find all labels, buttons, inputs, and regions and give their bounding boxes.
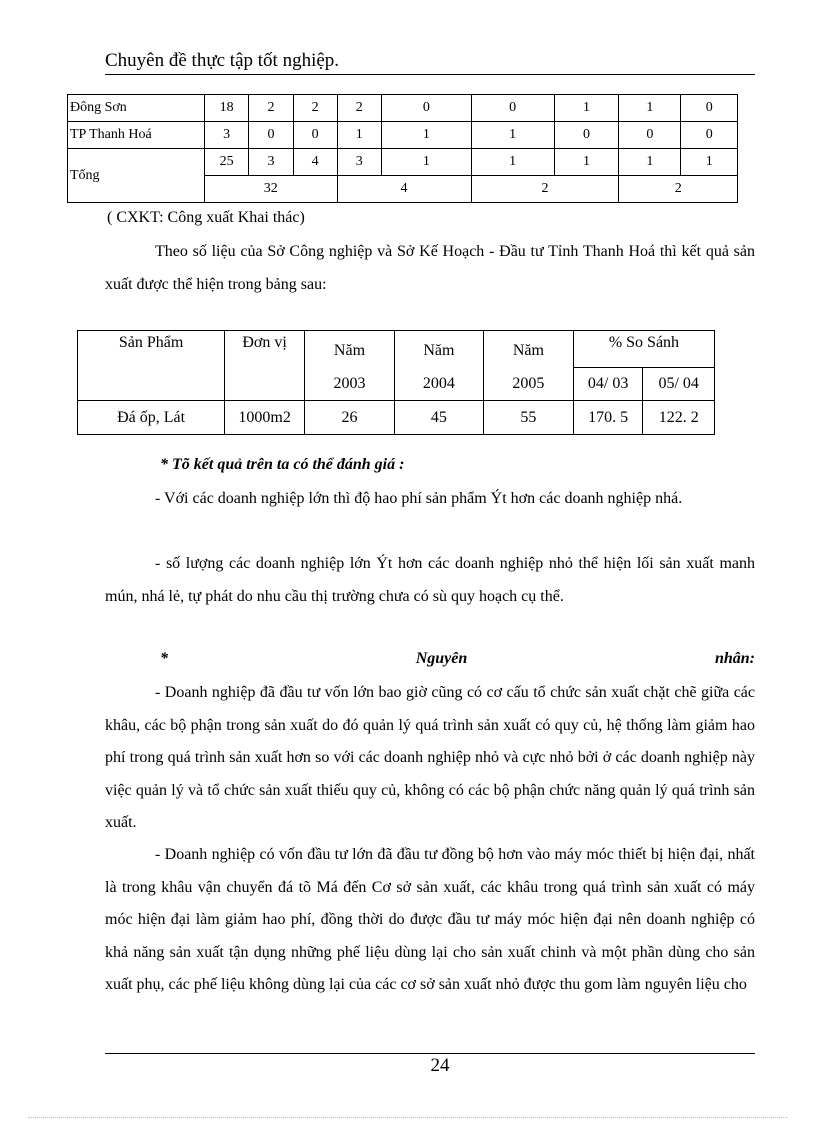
cell: 0 [554, 122, 619, 149]
cell: 122. 2 [643, 401, 715, 435]
header-year-2003 [304, 331, 394, 401]
cell: 1 [554, 95, 619, 122]
cell: 1 [619, 149, 681, 176]
mine-stats-table [67, 94, 738, 203]
cause-word-1: Nguyên [415, 650, 468, 667]
header-compare: % So Sánh [573, 331, 714, 368]
cell: 0 [382, 95, 471, 122]
cell: 0 [681, 95, 738, 122]
evaluation-item-2: - số lượng các doanh nghiệp lớn Ýt hơn các doanh nghiệp nhỏ thể hiện lối sản xuất manh mún, nhá lẻ, tự phát do nhu cầu thị trường chưa có sù quy hoạch cụ thể. [105, 555, 755, 605]
cell: 1 [554, 149, 619, 176]
intro-paragraph: Theo số liệu của Sở Công nghiệp và Sở Kế Hoạch - Đầu tư Tỉnh Thanh Hoá thì kết quả sản xuất được thể hiện trong bảng sau: [105, 243, 755, 293]
page-edge [28, 1117, 788, 1118]
evaluation-heading: * Tõ kết quả trên ta có thể đánh giá : [160, 456, 405, 473]
product-name: Đá ốp, Lát [78, 401, 225, 435]
cell: 4 [293, 149, 337, 176]
cell: 2 [337, 95, 382, 122]
header-unit: Đơn vị [225, 331, 305, 401]
group-total: 2 [471, 176, 619, 203]
year-value: 2005 [512, 375, 545, 392]
cell: 0 [471, 95, 554, 122]
cell: 55 [483, 401, 573, 435]
cause-item-2: - Doanh nghiệp có vốn đầu tư lớn đã đầu tư đồng bộ hơn vào máy móc thiết bị hiện đại, nhất là trong khâu vận chuyển đá tõ Má đến Cơ sở sản xuất, các khâu trong quá trình sản xuất có máy móc hiện đại làm giảm hao phí, đồng thời do được đầu tư máy móc hiện đại nên doanh nghiệp có khả năng sản xuất tận dụng những phế liệu dùng lại cho sản xuất chinh và một phần dùng cho sản xuất phụ, các phế liệu không dùng lại của các cơ sở sản xuất nhỏ được thu gom làm nguyên liệu cho [105, 846, 755, 993]
total-label: Tổng [68, 149, 205, 203]
cell: 170. 5 [573, 401, 643, 435]
cell: 1 [337, 122, 382, 149]
year-label: Năm [423, 342, 455, 359]
region-name: TP Thanh Hoá [68, 122, 205, 149]
table-row [78, 401, 715, 435]
cell: 0 [619, 122, 681, 149]
cell: 25 [204, 149, 248, 176]
cell: 1 [471, 122, 554, 149]
table-row [68, 122, 738, 149]
cause-heading [160, 650, 755, 668]
cause-item-1: - Doanh nghiệp đã đầu tư vốn lớn bao giờ cũng có cơ cấu tổ chức sản xuất chặt chẽ giữa các khâu, các bộ phận trong sản xuất do đó quản lý quá trình sản xuất có quy củ, hệ thống làm giảm hao phí trong quá trình sản xuất hơn so với các doanh nghiệp nhỏ và cực nhỏ bởi ở các doanh nghiệp này việc quản lý và tổ chức sản xuất thiếu quy củ, không có các bộ phận chức năng quản lý quá trình sản xuất. [105, 684, 755, 831]
region-name: Đông Sơn [68, 95, 205, 122]
year-value: 2004 [422, 375, 455, 392]
cell: 0 [681, 122, 738, 149]
year-label: Năm [333, 342, 366, 359]
table-row-total [68, 149, 738, 176]
page-number: 24 [430, 1055, 450, 1076]
production-table [77, 330, 715, 435]
cell: 1 [471, 149, 554, 176]
year-label: Năm [512, 342, 544, 359]
table-note: ( CXKT: Công xuất Khai thác) [107, 209, 305, 226]
cell: 0 [293, 122, 337, 149]
header-year-2005 [483, 331, 573, 401]
cell: 1 [382, 149, 471, 176]
footer-divider [105, 1053, 755, 1054]
cell: 3 [249, 149, 294, 176]
group-total: 32 [204, 176, 337, 203]
cause-word-2: nhân: [714, 650, 755, 667]
compare-col: 05/ 04 [643, 367, 715, 400]
product-unit: 1000m2 [225, 401, 305, 435]
group-total: 4 [337, 176, 471, 203]
cell: 45 [394, 401, 483, 435]
cell: 0 [249, 122, 294, 149]
header-product: Sản Phẩm [78, 331, 225, 401]
cell: 3 [204, 122, 248, 149]
cell: 3 [337, 149, 382, 176]
cell: 2 [293, 95, 337, 122]
cell: 2 [249, 95, 294, 122]
page-header: Chuyên đề thực tập tốt nghiệp. [105, 50, 755, 75]
header-year-2004 [394, 331, 483, 401]
year-value: 2003 [333, 375, 366, 392]
table-row [68, 95, 738, 122]
compare-col: 04/ 03 [573, 367, 643, 400]
cell: 1 [382, 122, 471, 149]
cell: 26 [304, 401, 394, 435]
cause-star: * [160, 650, 168, 667]
group-total: 2 [619, 176, 738, 203]
cell: 1 [619, 95, 681, 122]
evaluation-item-1: - Với các doanh nghiệp lớn thì độ hao phí sản phẩm Ýt hơn các doanh nghiệp nhá. [155, 490, 683, 507]
cell: 18 [204, 95, 248, 122]
cell: 1 [681, 149, 738, 176]
